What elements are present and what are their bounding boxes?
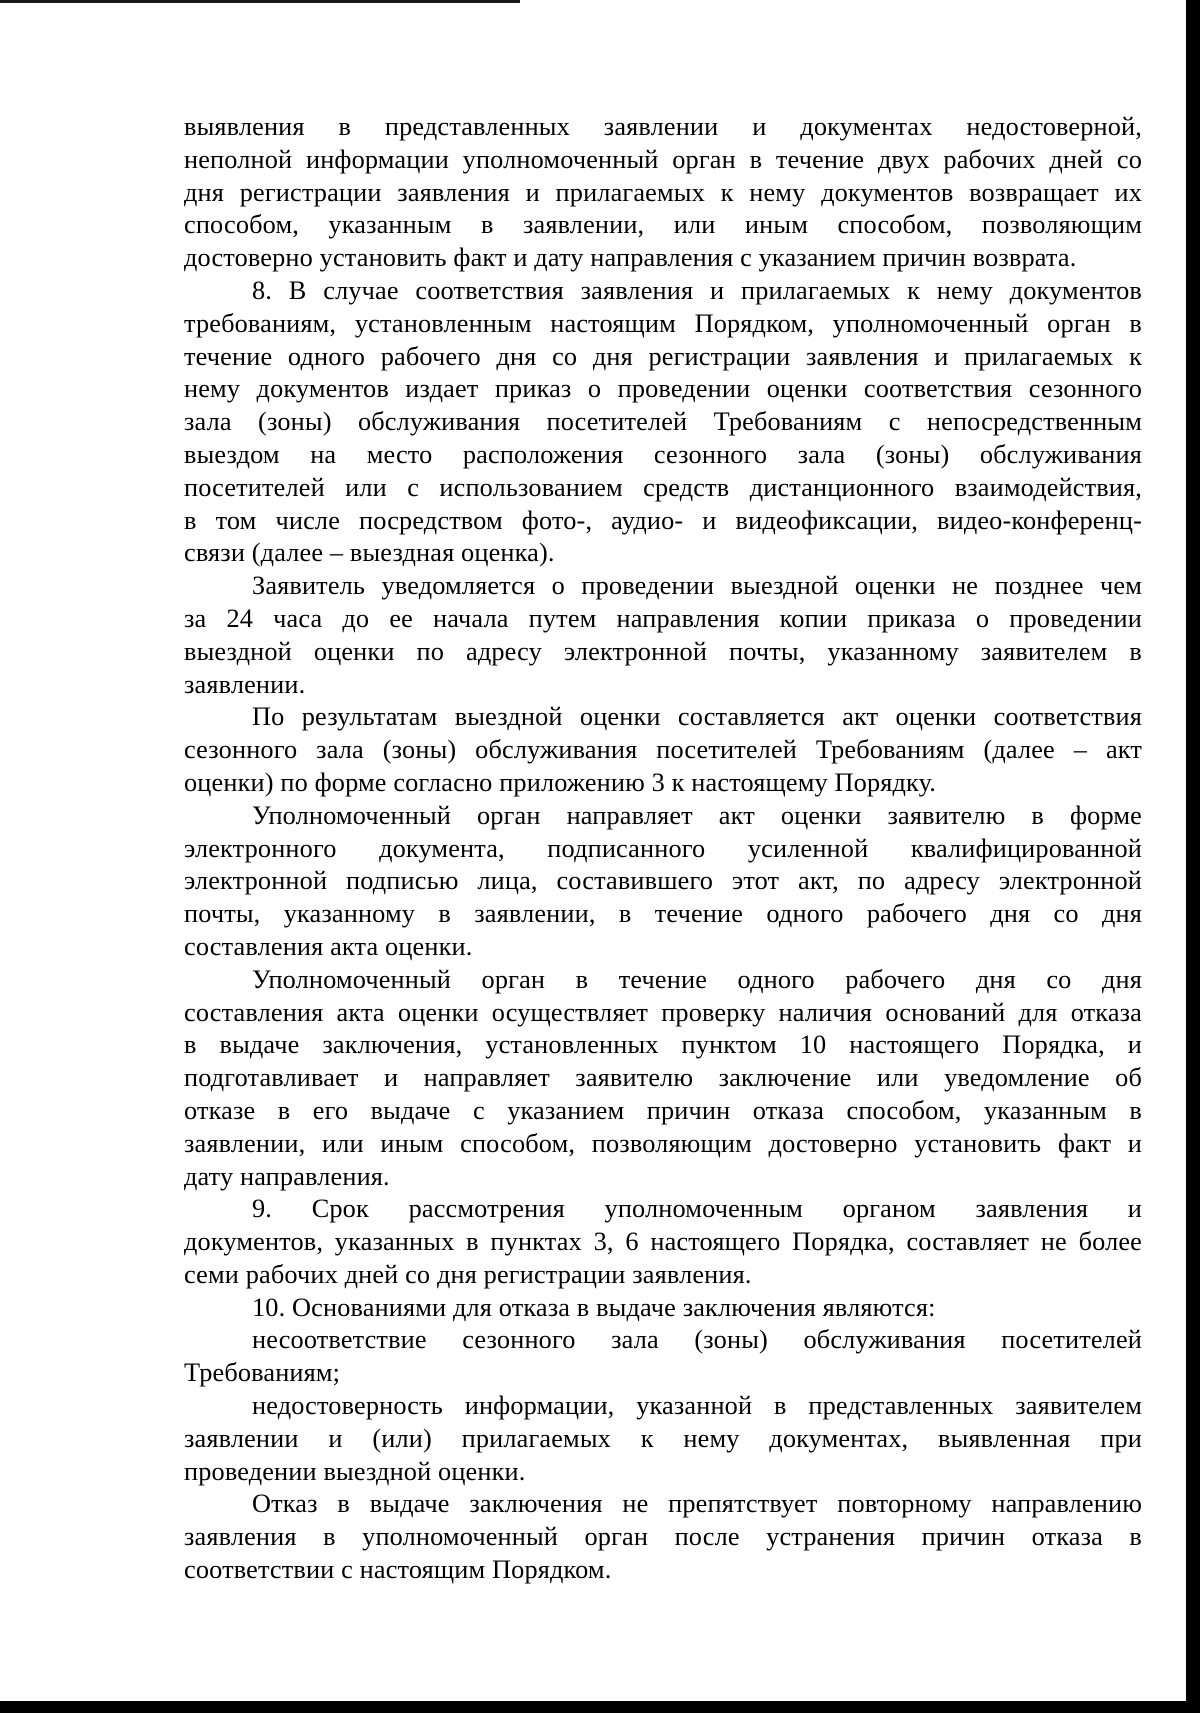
text-line: соответствии с настоящим Порядком. bbox=[184, 1555, 612, 1585]
text-line: способом, указанным в заявлении, или иным способом, позволяющим bbox=[184, 210, 1142, 240]
paragraph-item-9 bbox=[184, 1193, 1142, 1291]
text-line: заявлении. bbox=[184, 669, 306, 699]
text-line: составления акта оценки. bbox=[184, 931, 473, 961]
text-line: По результатам выездной оценки составляется акт оценки соответствия bbox=[252, 702, 1142, 732]
text-line: неполной информации уполномоченный орган в течение двух рабочих дней со bbox=[184, 144, 1142, 174]
paragraph bbox=[184, 800, 1142, 964]
paragraph bbox=[184, 701, 1142, 799]
paragraph bbox=[184, 111, 1142, 275]
text-line: заявлении и (или) прилагаемых к нему документах, выявленная при bbox=[184, 1423, 1142, 1453]
text-line: документов, указанных в пунктах 3, 6 настоящего Порядка, составляет не более bbox=[184, 1227, 1142, 1257]
text-line: достоверно установить факт и дату направления с указанием причин возврата. bbox=[184, 243, 1077, 273]
text-line: Заявитель уведомляется о проведении выездной оценки не позднее чем bbox=[252, 571, 1142, 601]
text-line: Уполномоченный орган в течение одного рабочего дня со дня bbox=[252, 964, 1142, 994]
paragraph bbox=[184, 1390, 1142, 1488]
text-line: требованиям, установленным настоящим Порядком, уполномоченный орган в bbox=[184, 308, 1142, 338]
scan-edge-right bbox=[1186, 0, 1200, 1713]
text-line: в том числе посредством фото-, аудио- и видеофиксации, видео-конференц- bbox=[184, 505, 1142, 535]
paragraph bbox=[184, 1488, 1142, 1586]
text-line: нему документов издает приказ о проведении оценки соответствия сезонного bbox=[184, 374, 1142, 404]
paragraph-item-10 bbox=[184, 1292, 1142, 1325]
text-line: заявления в уполномоченный орган после устранения причин отказа в bbox=[184, 1522, 1142, 1552]
paragraph bbox=[184, 570, 1142, 701]
text-line: оценки) по форме согласно приложению 3 к настоящему Порядку. bbox=[184, 767, 936, 797]
text-line: электронной подписью лица, составившего этот акт, по адресу электронной bbox=[184, 866, 1142, 896]
text-line: выявления в представленных заявлении и документах недостоверной, bbox=[184, 112, 1142, 141]
text-line: выездной оценки по адресу электронной почты, указанному заявителем в bbox=[184, 636, 1142, 666]
text-line: 10. Основаниями для отказа в выдаче заключения являются: bbox=[252, 1292, 936, 1322]
scan-edge-top bbox=[0, 0, 520, 3]
text-line: электронного документа, подписанного усиленной квалифицированной bbox=[184, 833, 1142, 863]
text-line: Требованиям; bbox=[184, 1358, 341, 1388]
text-line: дня регистрации заявления и прилагаемых к нему документов возвращает их bbox=[184, 177, 1142, 207]
text-line: почты, указанному в заявлении, в течение одного рабочего дня со дня bbox=[184, 899, 1142, 929]
text-line: семи рабочих дней со дня регистрации заявления. bbox=[184, 1259, 752, 1289]
paragraph bbox=[184, 1324, 1142, 1390]
text-line: Отказ в выдаче заключения не препятствует повторному направлению bbox=[252, 1489, 1142, 1519]
text-line: составления акта оценки осуществляет проверку наличия оснований для отказа bbox=[184, 997, 1142, 1027]
text-line: дату направления. bbox=[184, 1161, 390, 1191]
text-line: проведении выездной оценки. bbox=[184, 1456, 526, 1486]
text-line: зала (зоны) обслуживания посетителей Требованиям с непосредственным bbox=[184, 407, 1142, 437]
text-line: выездом на место расположения сезонного зала (зоны) обслуживания bbox=[184, 439, 1142, 469]
text-line: несоответствие сезонного зала (зоны) обслуживания посетителей bbox=[252, 1325, 1142, 1355]
text-line: отказе в его выдаче с указанием причин отказа способом, указанным в bbox=[184, 1095, 1142, 1125]
scan-edge-bottom bbox=[0, 1701, 1200, 1713]
text-line: заявлении, или иным способом, позволяющим достоверно установить факт и bbox=[184, 1128, 1142, 1158]
text-line: недостоверность информации, указанной в представленных заявителем bbox=[252, 1391, 1142, 1421]
text-line: сезонного зала (зоны) обслуживания посетителей Требованиям (далее – акт bbox=[184, 735, 1142, 765]
paragraph-item-8 bbox=[184, 275, 1142, 570]
text-line: связи (далее – выездная оценка). bbox=[184, 538, 555, 568]
text-line: 8. В случае соответствия заявления и прилагаемых к нему документов bbox=[252, 275, 1142, 305]
text-line: Уполномоченный орган направляет акт оценки заявителю в форме bbox=[252, 800, 1142, 830]
text-line: в выдаче заключения, установленных пунктом 10 настоящего Порядка, и bbox=[184, 1030, 1142, 1060]
text-line: посетителей или с использованием средств дистанционного взаимодействия, bbox=[184, 472, 1142, 502]
document-page bbox=[184, 111, 1142, 1587]
text-line: за 24 часа до ее начала путем направления копии приказа о проведении bbox=[184, 603, 1142, 633]
text-line: 9. Срок рассмотрения уполномоченным органом заявления и bbox=[252, 1194, 1142, 1224]
paragraph bbox=[184, 964, 1142, 1194]
text-line: подготавливает и направляет заявителю заключение или уведомление об bbox=[184, 1063, 1142, 1093]
text-line: течение одного рабочего дня со дня регистрации заявления и прилагаемых к bbox=[184, 341, 1142, 371]
